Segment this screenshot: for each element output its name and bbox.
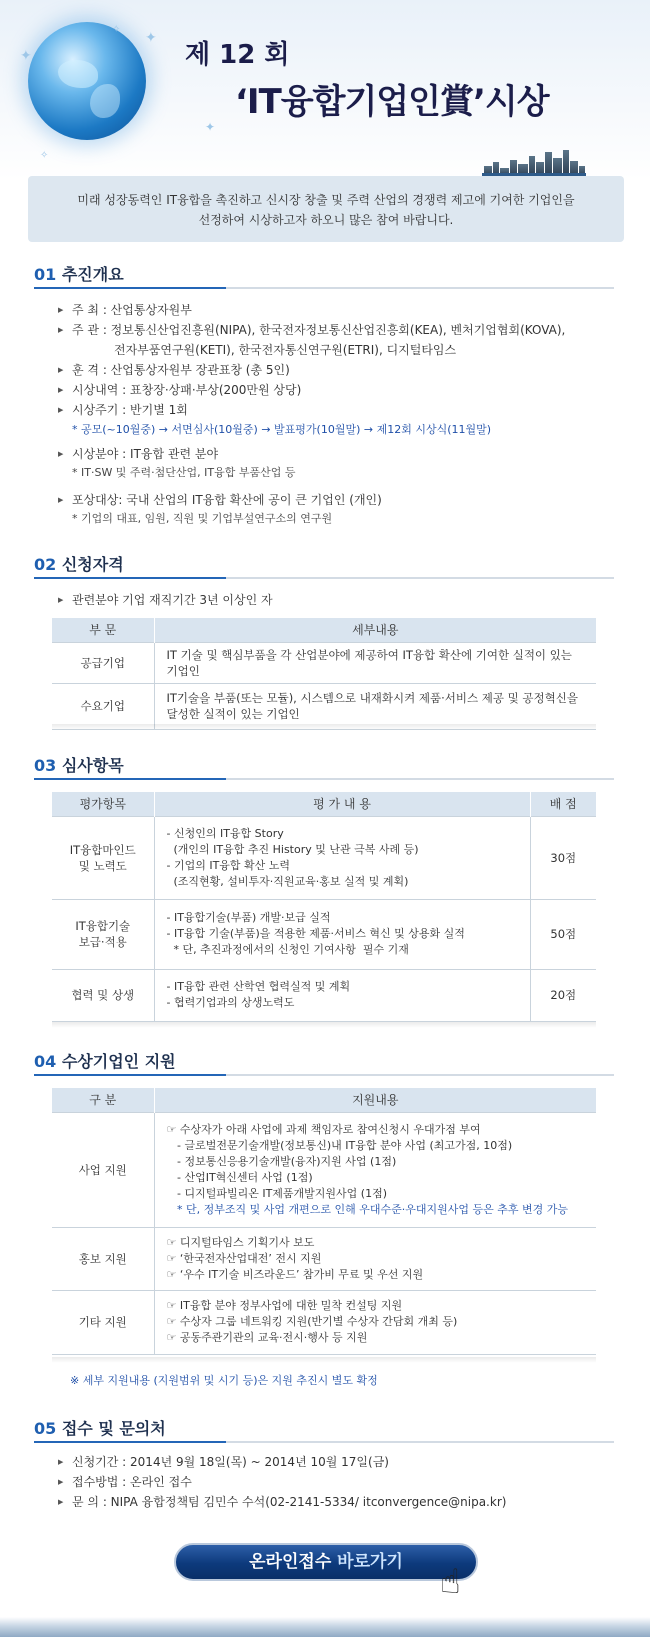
list-item: ▶ 접수방법 : 온라인 접수 (58, 1472, 618, 1492)
eligibility-table (52, 618, 596, 730)
list-item: ▶ 시상내역 : 표창장·상패·부상(200만원 상당) (58, 380, 618, 400)
event-main-title: ‘IT융합기업인賞’시상 (235, 82, 549, 122)
list-item-continued: 전자부품연구원(KETI), 한국전자통신연구원(ETRI), 디지털타임스 (114, 343, 457, 357)
table-cell-score: 50점 (530, 899, 596, 969)
section-divider (34, 577, 614, 579)
table-cell-score: 20점 (530, 969, 596, 1021)
footer-bar (0, 1617, 650, 1637)
support-footnote: ※ 세부 지원내용 (지원범위 및 시기 등)은 지원 추진시 별도 확정 (70, 1374, 378, 1387)
butterfly-icon: ✦ (205, 120, 216, 134)
table-cell-category: 사업 지원 (52, 1112, 154, 1227)
table-cell-category: 기타 지원 (52, 1290, 154, 1354)
column-header: 구 분 (52, 1088, 154, 1112)
column-header: 지원내용 (154, 1088, 596, 1112)
event-round-title: 제 12 회 (185, 40, 290, 70)
list-item: ▶ 포상대상: 국내 산업의 IT융합 확산에 공이 큰 기업인 (개인) (58, 490, 618, 510)
evaluation-table (52, 792, 596, 1022)
contact-list (58, 1452, 618, 1512)
hand-pointer-icon: ☝ (440, 1562, 461, 1602)
column-header: 배 점 (530, 792, 596, 816)
list-item: ▶ 신청기간 : 2014년 9월 18일(목) ~ 2014년 10월 17일(금) (58, 1452, 618, 1472)
sparkle-icon: ✧ (112, 24, 121, 35)
table-row (52, 816, 596, 899)
section-divider (34, 778, 614, 780)
section-divider (34, 287, 614, 289)
table-cell-category: IT융합마인드 및 노력도 (52, 816, 154, 899)
section-title-overview: 01 추진개요 (34, 265, 124, 284)
table-cell-score: 30점 (530, 816, 596, 899)
table-row (52, 969, 596, 1021)
table-row (52, 1112, 596, 1227)
table-cell-detail: - 신청인의 IT융합 Story (개인의 IT융합 추진 History 및 난관 극복 사례 등) - 기업의 IT융합 확산 노력 (조직현황, 설비투자·직원교육·홍보 실적 및 계획) (154, 816, 530, 899)
online-apply-button[interactable] (174, 1543, 478, 1581)
table-cell-detail: - IT융합기술(부품) 개발·보급 실적 - IT융합 기술(부품)을 적용한 제품·서비스 혁신 및 상용화 실적 * 단, 추진과정에서의 신청인 기여사항 필수 기재 (154, 899, 530, 969)
table-cell-detail: ☞ IT융합 분야 정부사업에 대한 밀착 컨설팅 지원 ☞ 수상자 그룹 네트워킹 지원(반기별 수상자 간담회 개최 등) ☞ 공동주관기관의 교육·전시·행사 등 지원 (154, 1290, 596, 1354)
city-skyline-icon (482, 148, 586, 176)
support-table (52, 1088, 596, 1355)
table-row (52, 683, 596, 729)
list-item: ▶ 주 관 : 정보통신산업진흥원(NIPA), 한국전자정보통신산업진흥회(KEA), 벤처기업협회(KOVA), (58, 320, 618, 340)
target-note: * 기업의 대표, 임원, 직원 및 기업부설연구소의 연구원 (72, 512, 333, 525)
overview-list (58, 300, 618, 528)
table-cell-category: 공급기업 (52, 642, 154, 683)
column-header: 세부내용 (154, 618, 596, 642)
column-header: 부 문 (52, 618, 154, 642)
list-item: ▶ 훈 격 : 산업통상자원부 장관표창 (총 5인) (58, 360, 618, 380)
table-cell-detail: ☞ 수상자가 아래 사업에 과제 책임자로 참여신청시 우대가점 부여 - 글로벌전문기술개발(정보통신)내 IT융합 분야 사업 (최고가점, 10점) - 정보통신응용기술개발(융자)지원 사업 (1점) - 산업IT혁신센터 사업 (1점) - 디지털파빌리온 IT제품개발지원사업 (1점) * 단, 정부조직 및 사업 개편으로 인해 우대수준·우대지원사업 등은 추후 변경 가능 (154, 1112, 596, 1227)
list-item: ▶ 문 의 : NIPA 융합정책팀 김민수 수석(02-2141-5334/ itconvergence@nipa.kr) (58, 1492, 618, 1512)
table-cell-detail: ☞ 디지털타임스 기획기사 보도 ☞ ‘한국전자산업대전’ 전시 지원 ☞ ‘우수 IT기술 비즈라운드’ 참가비 무료 및 우선 지원 (154, 1227, 596, 1290)
list-item: ▶ 관련분야 기업 재직기간 3년 이상인 자 (58, 590, 618, 610)
globe-icon (28, 22, 146, 140)
butterfly-icon: ✦ (145, 30, 157, 46)
section-title-contact: 05 접수 및 문의처 (34, 1419, 166, 1438)
section-title-evaluation: 03 심사항목 (34, 756, 124, 775)
table-cell-category: 협력 및 상생 (52, 969, 154, 1021)
section-title-eligibility: 02 신청자격 (34, 555, 124, 574)
eligibility-list (58, 590, 618, 610)
table-cell-category: 수요기업 (52, 683, 154, 729)
schedule-note: * 공모(~10월중) → 서면심사(10월중) → 발표평가(10월말) → 제12회 시상식(11월말) (72, 423, 492, 436)
section-title-support: 04 수상기업인 지원 (34, 1052, 176, 1071)
section-divider (34, 1441, 614, 1443)
intro-box (28, 176, 624, 242)
list-item: ▶ 주 최 : 산업통상자원부 (58, 300, 618, 320)
button-label: 온라인접수 (249, 1552, 332, 1572)
button-label-highlight: 바로가기 (337, 1552, 403, 1572)
table-row (52, 642, 596, 683)
table-row (52, 899, 596, 969)
table-cell-detail: IT기술을 부품(또는 모듈), 시스템으로 내재화시켜 제품·서비스 제공 및 공정혁신을 달성한 실적이 있는 기업인 (154, 683, 596, 729)
table-cell-category: IT융합기술 보급·적용 (52, 899, 154, 969)
intro-text-line: 미래 성장동력인 IT융합을 촉진하고 신시장 창출 및 주력 산업의 경쟁력 제고에 기여한 기업인을 (77, 193, 575, 207)
column-header: 평 가 내 용 (154, 792, 530, 816)
field-note: * IT·SW 및 주력·첨단산업, IT융합 부품산업 등 (72, 466, 296, 479)
table-cell-category: 홍보 지원 (52, 1227, 154, 1290)
table-row (52, 1290, 596, 1354)
table-row (52, 1227, 596, 1290)
sparkle-icon: ✧ (40, 150, 49, 161)
intro-text-line: 선정하여 시상하고자 하오니 많은 참여 바랍니다. (198, 213, 454, 227)
header-banner (0, 0, 650, 180)
butterfly-icon: ✦ (20, 48, 32, 64)
list-item: ▶ 시상분야 : IT융합 관련 분야 (58, 444, 618, 464)
column-header: 평가항목 (52, 792, 154, 816)
table-cell-detail: - IT융합 관련 산학연 협력실적 및 계획 - 협력기업과의 상생노력도 (154, 969, 530, 1021)
table-cell-detail: IT 기술 및 핵심부품을 각 산업분야에 제공하여 IT융합 확산에 기여한 실적이 있는 기업인 (154, 642, 596, 683)
section-divider (34, 1074, 614, 1076)
list-item: ▶ 시상주기 : 반기별 1회 (58, 400, 618, 420)
